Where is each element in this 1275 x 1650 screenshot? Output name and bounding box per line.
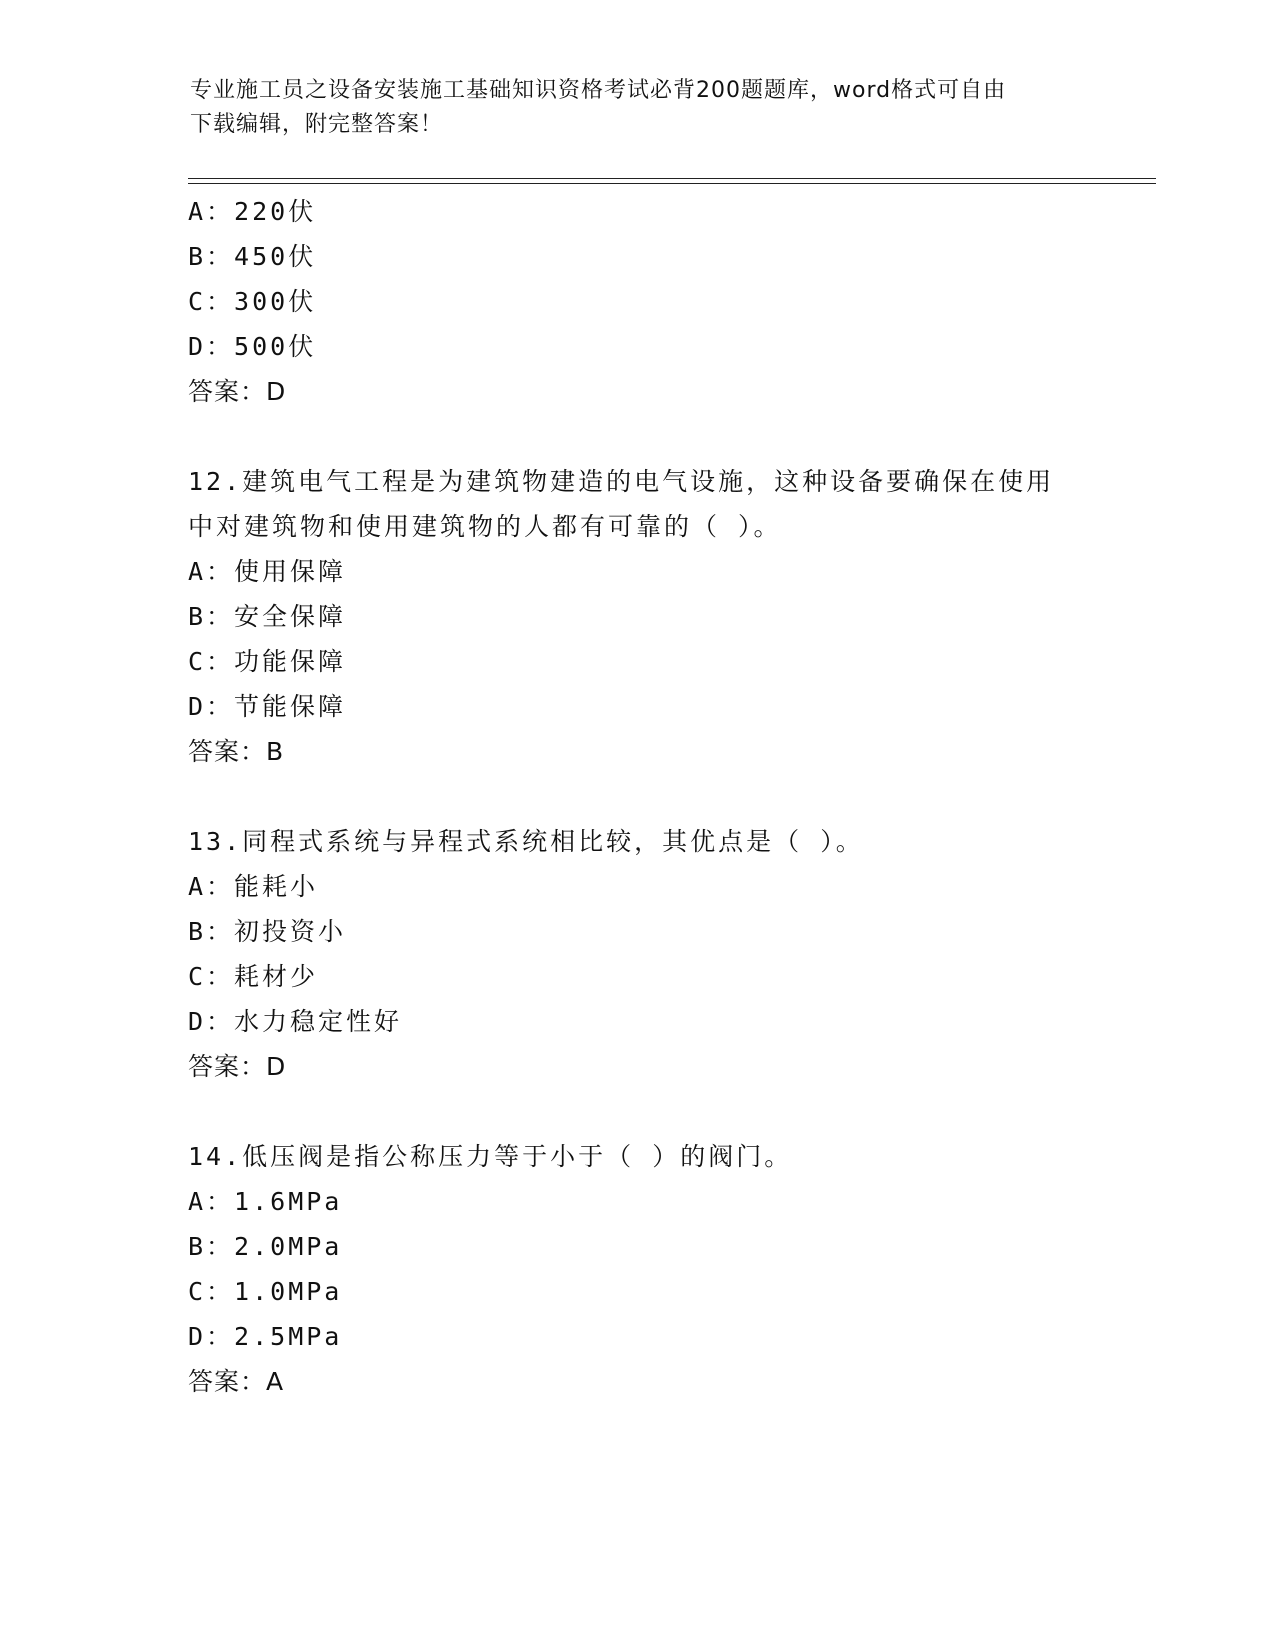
header-divider-bottom	[188, 183, 1156, 184]
header-line-1: 专业施工员之设备安装施工基础知识资格考试必背200题题库，word格式可自由	[190, 78, 1007, 103]
q13-option-d: D：水力稳定性好	[188, 1007, 403, 1036]
q11-answer: 答案：D	[188, 377, 287, 406]
q12-stem-line-1: 12.建筑电气工程是为建筑物建造的电气设施，这种设备要确保在使用	[188, 467, 1055, 496]
q14-stem-line-1: 14.低压阀是指公称压力等于小于（ ）的阀门。	[188, 1142, 793, 1171]
q12-option-a: A：使用保障	[188, 557, 347, 586]
q14-option-d: D：2.5MPa	[188, 1322, 343, 1351]
q11-option-d: D：500伏	[188, 332, 317, 361]
document-header	[190, 74, 1090, 142]
q12-option-c: C：功能保障	[188, 647, 347, 676]
q14-option-a: A：1.6MPa	[188, 1187, 343, 1216]
q13-option-c: C：耗材少	[188, 962, 319, 991]
q13-stem-line-1: 13.同程式系统与异程式系统相比较，其优点是（ ）。	[188, 827, 864, 856]
q11-option-a: A：220伏	[188, 197, 317, 226]
q11-option-b: B：450伏	[188, 242, 317, 271]
q12-stem-line-2: 中对建筑物和使用建筑物的人都有可靠的（ ）。	[188, 512, 782, 541]
q13-option-a: A：能耗小	[188, 872, 319, 901]
q12-option-b: B：安全保障	[188, 602, 347, 631]
q12-option-d: D：节能保障	[188, 692, 347, 721]
header-divider-top	[188, 178, 1156, 179]
q14-option-b: B：2.0MPa	[188, 1232, 343, 1261]
q12-answer: 答案：B	[188, 737, 285, 766]
q13-option-b: B：初投资小	[188, 917, 347, 946]
q13-answer: 答案：D	[188, 1052, 287, 1081]
q14-option-c: C：1.0MPa	[188, 1277, 343, 1306]
q11-option-c: C：300伏	[188, 287, 317, 316]
header-line-2: 下载编辑，附完整答案！	[190, 112, 444, 137]
q14-answer: 答案：A	[188, 1367, 285, 1396]
